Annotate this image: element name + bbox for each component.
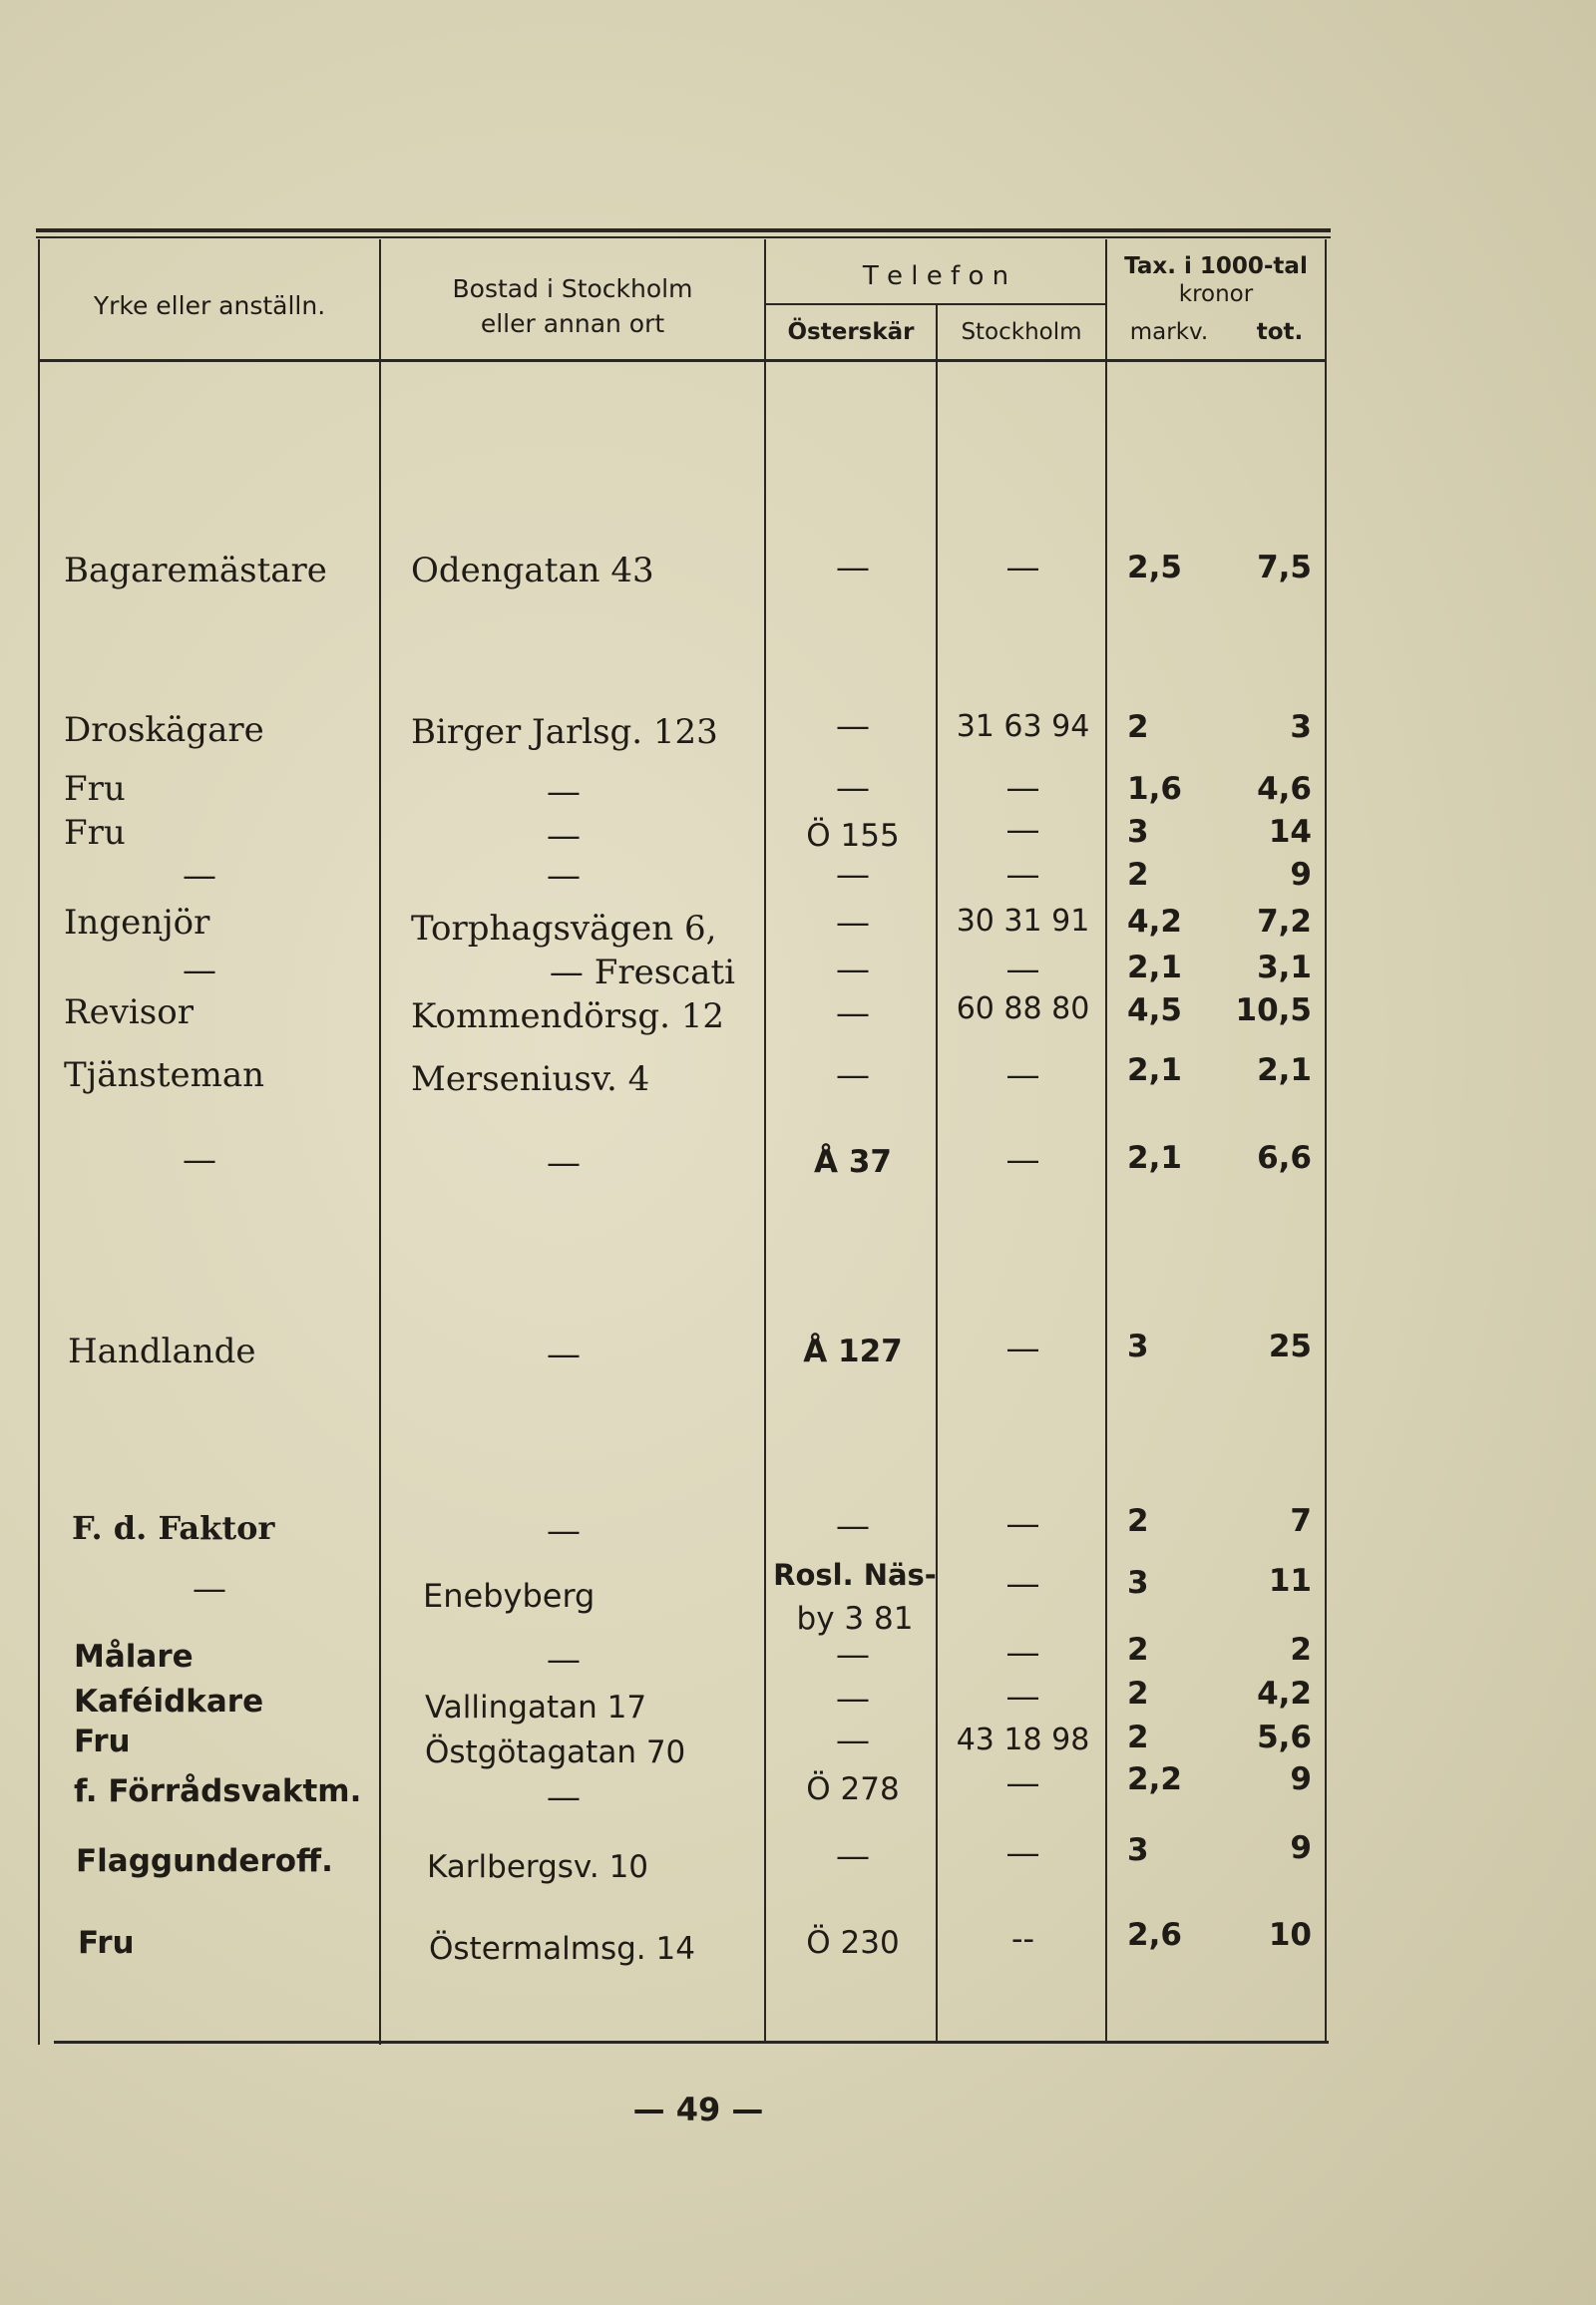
- row-0-stockholm: —: [1005, 548, 1040, 587]
- top-double-rule-1: [36, 228, 1331, 232]
- row-10-bostad: —: [547, 1335, 581, 1374]
- row-10-tot: 25: [1268, 1329, 1312, 1364]
- row-14-bostad: Vallingatan 17: [425, 1690, 647, 1726]
- header-osterskar: Österskär: [787, 319, 915, 345]
- row-8-markv: 2,1: [1127, 1052, 1182, 1088]
- row-10-yrke: Handlande: [68, 1332, 256, 1371]
- row-18-bostad: Östermalmsg. 14: [429, 1931, 695, 1967]
- row-6-tot: 3,1: [1257, 950, 1312, 985]
- header-stockholm: Stockholm: [961, 319, 1082, 345]
- row-8-yrke: Tjänsteman: [64, 1055, 265, 1095]
- header-telefon: T e l e f o n: [862, 261, 1009, 291]
- row-8-stockholm: —: [1005, 1055, 1040, 1095]
- header-markv: markv.: [1129, 319, 1209, 345]
- row-4-yrke: —: [183, 856, 216, 896]
- row-10-stockholm: —: [1005, 1329, 1040, 1368]
- row-4-osterskar: —: [836, 855, 870, 895]
- row-4-tot: 9: [1290, 857, 1312, 893]
- row-12-osterskar-line1: Rosl. Näs-: [773, 1558, 937, 1592]
- row-5-osterskar: —: [836, 903, 870, 943]
- row-9-markv: 2,1: [1127, 1140, 1182, 1176]
- row-3-osterskar: Ö 155: [806, 818, 900, 854]
- row-14-tot: 4,2: [1257, 1676, 1312, 1712]
- row-5-stockholm: 30 31 91: [956, 904, 1090, 939]
- row-1-tot: 3: [1290, 709, 1312, 745]
- row-3-stockholm: —: [1005, 810, 1040, 850]
- header-bostad-line2: eller annan ort: [480, 309, 665, 338]
- table-bottom-rule: [54, 2041, 1329, 2044]
- page-number: — 49 —: [632, 2091, 764, 2128]
- row-13-bostad: —: [547, 1640, 581, 1680]
- row-1-markv: 2: [1127, 709, 1149, 745]
- row-5-bostad: Torphagsvägen 6,: [411, 909, 717, 949]
- row-1-bostad: Birger Jarlsg. 123: [411, 712, 718, 752]
- row-16-tot: 9: [1290, 1761, 1312, 1797]
- row-1-osterskar: —: [836, 706, 870, 746]
- row-0-markv: 2,5: [1127, 550, 1182, 585]
- row-8-osterskar: —: [836, 1055, 870, 1095]
- row-9-yrke: —: [183, 1140, 216, 1180]
- row-9-bostad: —: [547, 1143, 581, 1183]
- row-17-tot: 9: [1290, 1830, 1312, 1866]
- row-5-tot: 7,2: [1257, 904, 1312, 940]
- row-18-osterskar: Ö 230: [806, 1925, 900, 1961]
- row-14-yrke: Kaféidkare: [74, 1684, 264, 1720]
- row-13-stockholm: —: [1005, 1633, 1040, 1673]
- row-14-markv: 2: [1127, 1676, 1149, 1712]
- row-11-tot: 7: [1290, 1503, 1312, 1539]
- row-0-yrke: Bagaremästare: [64, 551, 327, 590]
- row-17-bostad: Karlbergsv. 10: [427, 1849, 649, 1885]
- top-double-rule-2: [36, 236, 1331, 238]
- row-5-markv: 4,2: [1127, 904, 1182, 940]
- row-2-yrke: Fru: [64, 769, 126, 809]
- row-7-stockholm: 60 88 80: [956, 991, 1090, 1026]
- row-0-tot: 7,5: [1257, 550, 1312, 585]
- row-17-yrke: Flaggunderoff.: [76, 1843, 333, 1879]
- row-12-yrke: —: [193, 1569, 226, 1609]
- row-8-tot: 2,1: [1257, 1052, 1312, 1088]
- col-line-4: [1105, 239, 1107, 2043]
- header-yrke: Yrke eller anställn.: [93, 291, 326, 320]
- col-line-right: [1325, 239, 1327, 2043]
- header-bostad-line1: Bostad i Stockholm: [452, 274, 693, 303]
- header-bottom-rule: [40, 359, 1327, 362]
- row-0-osterskar: —: [836, 548, 870, 587]
- row-15-stockholm: 43 18 98: [956, 1723, 1090, 1757]
- row-8-bostad: Merseniusv. 4: [411, 1059, 650, 1099]
- row-15-osterskar: —: [836, 1721, 870, 1760]
- row-7-bostad: Kommendörsg. 12: [411, 996, 725, 1036]
- row-6-stockholm: —: [1005, 950, 1040, 989]
- row-14-stockholm: —: [1005, 1677, 1040, 1717]
- row-7-tot: 10,5: [1235, 992, 1312, 1028]
- row-11-bostad: —: [547, 1511, 581, 1551]
- row-2-tot: 4,6: [1257, 771, 1312, 807]
- row-13-tot: 2: [1290, 1632, 1312, 1668]
- row-10-markv: 3: [1127, 1329, 1149, 1364]
- row-13-yrke: Målare: [74, 1639, 194, 1675]
- row-12-bostad: Enebyberg: [423, 1577, 596, 1615]
- row-6-markv: 2,1: [1127, 950, 1182, 985]
- row-16-osterskar: Ö 278: [806, 1771, 900, 1807]
- row-1-yrke: Droskägare: [64, 710, 264, 750]
- row-18-stockholm: --: [1011, 1919, 1034, 1959]
- row-12-tot: 11: [1268, 1563, 1312, 1599]
- row-16-stockholm: —: [1005, 1763, 1040, 1803]
- row-6-osterskar: —: [836, 950, 870, 989]
- row-16-yrke: f. Förrådsvaktm.: [74, 1773, 362, 1809]
- row-15-markv: 2: [1127, 1720, 1149, 1755]
- row-17-markv: 3: [1127, 1832, 1149, 1868]
- row-6-bostad: — Frescati: [549, 953, 735, 992]
- row-11-yrke: F. d. Faktor: [72, 1509, 275, 1547]
- row-11-osterskar: —: [836, 1506, 870, 1546]
- row-4-stockholm: —: [1005, 855, 1040, 895]
- row-15-bostad: Östgötagatan 70: [425, 1734, 686, 1770]
- row-7-osterskar: —: [836, 993, 870, 1033]
- row-18-markv: 2,6: [1127, 1917, 1182, 1953]
- header-tot: tot.: [1256, 319, 1304, 345]
- row-0-bostad: Odengatan 43: [411, 551, 654, 590]
- row-2-markv: 1,6: [1127, 771, 1182, 807]
- row-9-osterskar: Å 37: [814, 1144, 892, 1180]
- header-tax-line2: kronor: [1178, 281, 1254, 307]
- row-2-stockholm: —: [1005, 768, 1040, 808]
- row-3-bostad: —: [547, 816, 581, 856]
- row-7-yrke: Revisor: [64, 992, 194, 1032]
- row-17-osterskar: —: [836, 1836, 870, 1876]
- row-3-markv: 3: [1127, 814, 1149, 850]
- row-2-osterskar: —: [836, 768, 870, 808]
- row-15-yrke: Fru: [74, 1724, 131, 1759]
- row-6-yrke: —: [183, 951, 216, 990]
- row-17-stockholm: —: [1005, 1833, 1040, 1873]
- row-4-markv: 2: [1127, 857, 1149, 893]
- row-9-tot: 6,6: [1257, 1140, 1312, 1176]
- row-2-bostad: —: [547, 772, 581, 812]
- row-5-yrke: Ingenjör: [64, 903, 210, 943]
- row-18-tot: 10: [1268, 1917, 1312, 1953]
- row-16-bostad: —: [547, 1777, 581, 1817]
- row-10-osterskar: Å 127: [803, 1334, 903, 1369]
- row-12-osterskar-line2: by 3 81: [796, 1601, 914, 1637]
- row-13-osterskar: —: [836, 1635, 870, 1675]
- row-1-stockholm: 31 63 94: [956, 709, 1090, 744]
- col-line-left: [38, 239, 40, 2045]
- row-4-bostad: —: [547, 856, 581, 896]
- row-3-tot: 14: [1268, 814, 1312, 850]
- header-tax-line1: Tax. i 1000-tal: [1124, 253, 1308, 279]
- row-12-stockholm: —: [1005, 1564, 1040, 1604]
- row-18-yrke: Fru: [78, 1925, 135, 1961]
- row-16-markv: 2,2: [1127, 1761, 1182, 1797]
- row-3-yrke: Fru: [64, 813, 126, 853]
- row-14-osterskar: —: [836, 1679, 870, 1719]
- row-7-markv: 4,5: [1127, 992, 1182, 1028]
- row-11-markv: 2: [1127, 1503, 1149, 1539]
- row-9-stockholm: —: [1005, 1140, 1040, 1180]
- row-12-markv: 3: [1127, 1565, 1149, 1601]
- row-15-tot: 5,6: [1257, 1720, 1312, 1755]
- row-11-stockholm: —: [1005, 1504, 1040, 1544]
- row-13-markv: 2: [1127, 1632, 1149, 1668]
